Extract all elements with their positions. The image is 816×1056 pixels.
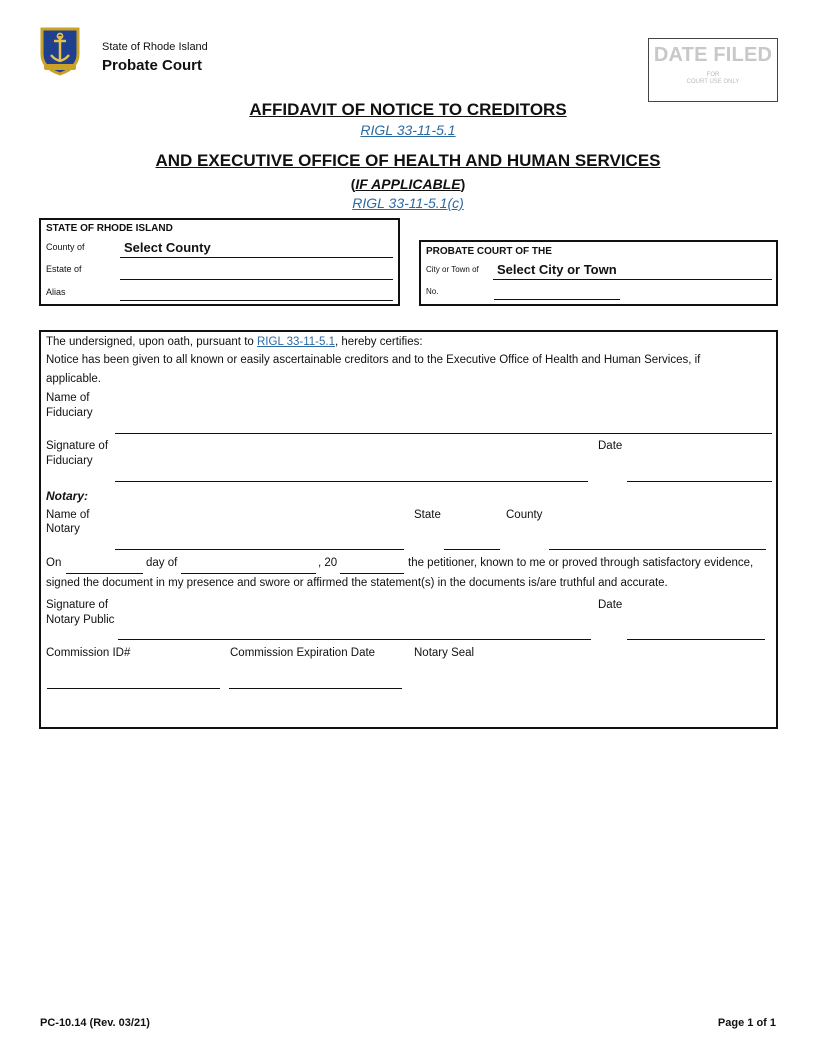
alias-label: Alias xyxy=(46,287,66,297)
state-seal-icon xyxy=(38,26,82,76)
notary-seal-label: Notary Seal xyxy=(414,647,475,659)
paren-close: ) xyxy=(460,176,466,192)
city-label: City or Town of xyxy=(426,265,479,274)
date-filed-box xyxy=(648,38,778,102)
second-title: AND EXECUTIVE OFFICE OF HEALTH AND HUMAN SERVICES xyxy=(155,151,661,170)
estate-label: Estate of xyxy=(46,264,82,274)
notary-state-field[interactable] xyxy=(444,549,500,550)
affidavit-box xyxy=(39,330,778,729)
comma-20-label: , 20 xyxy=(318,557,338,569)
probate-court-heading: PROBATE COURT OF THE xyxy=(426,246,552,257)
month-field[interactable] xyxy=(181,573,316,574)
fiduciary-label: Fiduciary xyxy=(46,407,93,419)
date-label: Date xyxy=(598,440,623,452)
commission-exp-field[interactable] xyxy=(229,688,402,689)
year-field[interactable] xyxy=(340,573,404,574)
notice-line-2: applicable. xyxy=(46,373,101,385)
notary-signature-field[interactable] xyxy=(118,639,591,640)
notary-county-field[interactable] xyxy=(549,549,766,550)
day-of-label: day of xyxy=(146,557,178,569)
court-use-only-label: COURT USE ONLY xyxy=(686,79,740,85)
petitioner-text: the petitioner, known to me or proved through satisfactory evidence, xyxy=(408,557,754,569)
notary-heading: Notary: xyxy=(46,489,89,503)
statute-link-1[interactable]: RIGL 33-11-5.1 xyxy=(360,122,456,138)
notary-label: Notary xyxy=(46,523,80,535)
city-underline xyxy=(493,279,772,280)
signature-of-label: Signature of xyxy=(46,440,109,452)
paren-open: ( xyxy=(350,176,356,192)
statute-link-2[interactable]: RIGL 33-11-5.1(c) xyxy=(352,195,464,211)
fiduciary-sig-label: Fiduciary xyxy=(46,455,93,467)
alias-field[interactable] xyxy=(120,300,393,301)
if-applicable-text: IF APPLICABLE xyxy=(355,176,461,192)
notary-signature-of-label: Signature of xyxy=(46,599,109,611)
state-label: State xyxy=(414,509,441,521)
county-label-notary: County xyxy=(506,509,543,521)
commission-exp-label: Commission Expiration Date xyxy=(230,647,376,659)
estate-field[interactable] xyxy=(120,279,393,280)
notary-date-field[interactable] xyxy=(627,639,765,640)
notary-public-label: Notary Public xyxy=(46,614,115,626)
court-name: Probate Court xyxy=(102,57,203,74)
city-select[interactable]: Select City or Town xyxy=(497,262,617,277)
commission-id-label: Commission ID# xyxy=(46,647,131,659)
notary-date-label: Date xyxy=(598,599,623,611)
county-label: County of xyxy=(46,242,85,252)
fiduciary-date-field[interactable] xyxy=(627,481,772,482)
name-of-label: Name of xyxy=(46,392,90,404)
state-heading: STATE OF RHODE ISLAND xyxy=(46,223,173,234)
intro-statute-link[interactable]: RIGL 33-11-5.1 xyxy=(257,336,335,348)
day-field[interactable] xyxy=(66,573,143,574)
no-label: No. xyxy=(426,287,439,296)
fiduciary-name-field[interactable] xyxy=(115,433,772,434)
county-select[interactable]: Select County xyxy=(124,240,211,255)
notary-name-of-label: Name of xyxy=(46,509,90,521)
intro-pre: The undersigned, upon oath, pursuant to xyxy=(46,336,257,348)
county-underline xyxy=(120,257,393,258)
for-label: FOR xyxy=(706,72,720,78)
if-applicable xyxy=(0,176,816,192)
date-filed-label: DATE FILED xyxy=(653,44,773,66)
fiduciary-signature-field[interactable] xyxy=(115,481,588,482)
commission-id-field[interactable] xyxy=(47,688,220,689)
form-id: PC-10.14 (Rev. 03/21) xyxy=(40,1017,150,1029)
signed-text: signed the document in my presence and swore or affirmed the statement(s) in the documents is/are truthful and accurate. xyxy=(46,577,668,589)
notice-line-1: Notice has been given to all known or easily ascertainable creditors and to the Executive Office of Health and Human Services, if xyxy=(46,354,701,366)
intro-post: , hereby certifies: xyxy=(334,336,423,348)
case-number-field[interactable] xyxy=(494,299,620,300)
notary-name-field[interactable] xyxy=(115,549,404,550)
intro-text xyxy=(46,336,423,348)
page-number: Page 1 of 1 xyxy=(717,1017,776,1029)
state-name: State of Rhode Island xyxy=(102,41,208,53)
main-title: AFFIDAVIT OF NOTICE TO CREDITORS xyxy=(249,100,567,119)
on-label: On xyxy=(46,557,62,569)
